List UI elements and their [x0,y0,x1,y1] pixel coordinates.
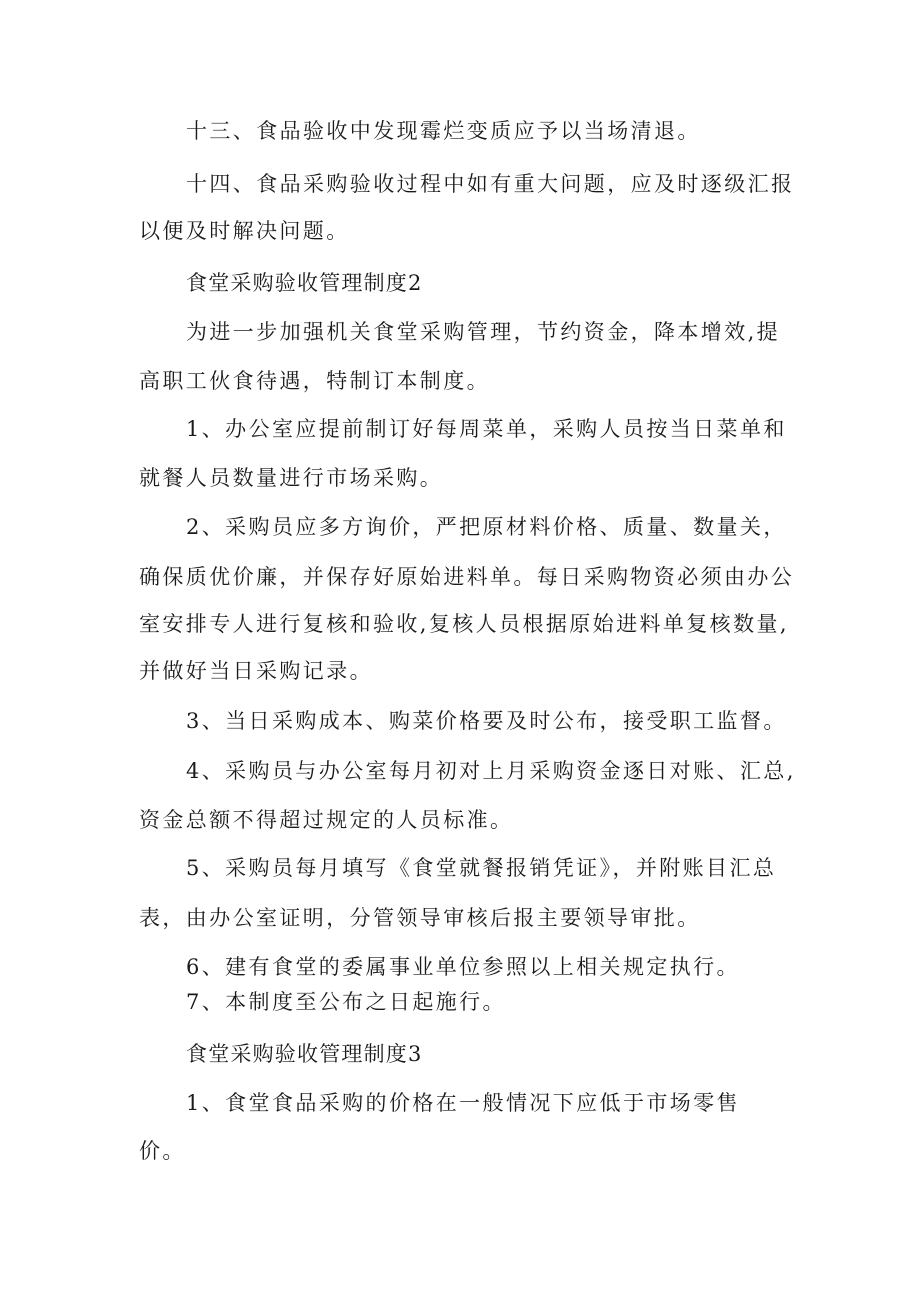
intro-line-2: 高职工伙食待遇，特制订本制度。 [139,369,490,393]
item-2-line-3: 室安排专人进行复核和验收,复核人员根据原始进料单复核数量, [139,612,789,636]
section-heading-3: 食堂采购验收管理制度3 [186,1042,423,1066]
item-3-1-line-1: 1、食堂食品采购的价格在一般情况下应低于市场零售 [186,1091,740,1115]
item-2-line-4: 并做好当日采购记录。 [139,659,373,683]
item-4-line-2: 资金总额不得超过规定的人员标准。 [139,808,514,832]
item-3-1-line-2: 价。 [139,1139,186,1163]
item-2-line-1: 2、采购员应多方询价，严把原材料价格、质量、数量关， [186,515,787,539]
intro-line-1: 为进一步加强机关食堂采购管理，节约资金，降本增效,提 [186,320,781,344]
item-6-line-1: 6、建有食堂的委属事业单位参照以上相关规定执行。 [186,955,740,979]
item-7-line-1: 7、本制度至公布之日起施行。 [186,990,506,1014]
paragraph-14-line-1: 十四、食品采购验收过程中如有重大问题，应及时逐级汇报 [186,172,795,196]
item-5-line-2: 表，由办公室证明，分管领导审核后报主要领导审批。 [139,906,701,930]
section-heading-2: 食堂采购验收管理制度2 [186,271,423,295]
item-1-line-1: 1、办公室应提前制订好每周菜单，采购人员按当日菜单和 [186,417,787,441]
item-4-line-1: 4、采购员与办公室每月初对上月采购资金逐日对账、汇总, [186,759,796,783]
item-5-line-1: 5、采购员每月填写《食堂就餐报销凭证》，并附账目汇总 [186,856,777,880]
item-3-line-1: 3、当日采购成本、购菜价格要及时公布，接受职工监督。 [186,709,787,733]
paragraph-14-line-2: 以便及时解决问题。 [139,219,350,243]
paragraph-13-line-1: 十三、食品验收中发现霉烂变质应予以当场清退。 [186,119,701,143]
item-2-line-2: 确保质优价廉，并保存好原始进料单。每日采购物资必须由办公 [139,565,795,589]
item-1-line-2: 就餐人员数量进行市场采购。 [139,466,444,490]
